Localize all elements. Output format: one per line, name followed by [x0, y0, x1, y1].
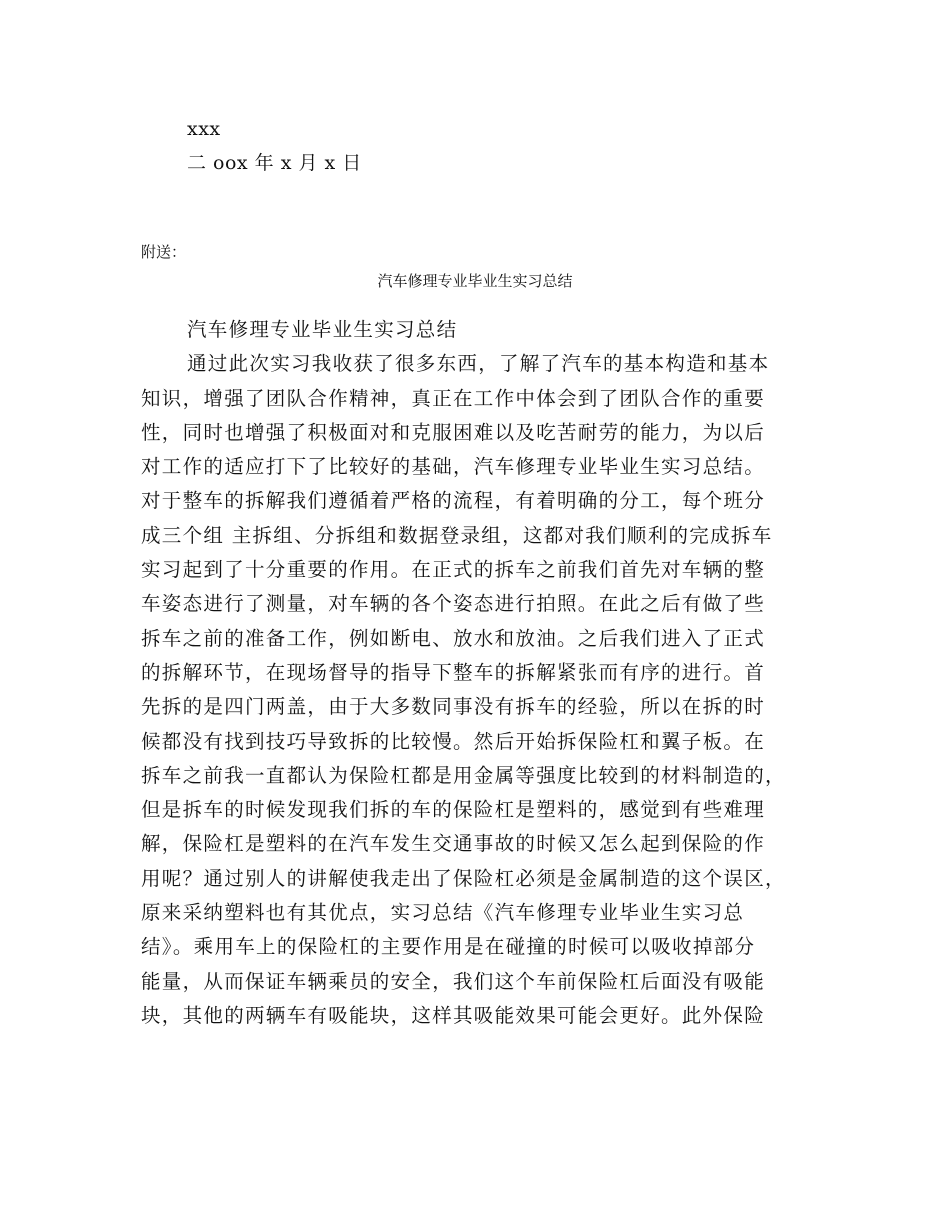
paragraph-line: 的拆解环节，在现场督导的指导下整车的拆解紧张而有序的进行。首 [141, 660, 766, 684]
paragraph-line: 用呢？通过别人的讲解使我走出了保险杠必须是金属制造的这个误区， [141, 866, 786, 890]
paragraph-line: 实习起到了十分重要的作用。在正式的拆车之前我们首先对车辆的整 [141, 558, 766, 582]
paragraph-line: 成三个组 主拆组、分拆组和数据登录组，这都对我们顺利的完成拆车 [141, 523, 773, 547]
paragraph-line: 块，其他的两辆车有吸能块，这样其吸能效果可能会更好。此外保险 [141, 1003, 766, 1027]
article-heading: 汽车修理专业毕业生实习总结 [187, 318, 458, 341]
signature-name: xxx [187, 118, 221, 140]
paragraph-line: 拆车之前的准备工作，例如断电、放水和放油。之后我们进入了正式 [141, 626, 766, 650]
paragraph-line: 对工作的适应打下了比较好的基础，汽车修理专业毕业生实习总结。 [141, 455, 766, 479]
signature-date: 二 oox 年 x 月 x 日 [187, 152, 362, 174]
paragraph-line: 性，同时也增强了积极面对和克服困难以及吃苦耐劳的能力，为以后 [141, 420, 766, 444]
paragraph-line: 但是拆车的时候发现我们拆的车的保险杠是塑料的，感觉到有些难理 [141, 798, 766, 822]
paragraph-line: 对于整车的拆解我们遵循着严格的流程，有着明确的分工，每个班分 [141, 489, 766, 513]
article-body [141, 313, 801, 1033]
paragraph-line: 候都没有找到技巧导致拆的比较慢。然后开始拆保险杠和翼子板。在 [141, 729, 766, 753]
paragraph-line: 能量，从而保证车辆乘员的安全，我们这个车前保险杠后面没有吸能 [141, 969, 766, 993]
paragraph-line: 车姿态进行了测量，对车辆的各个姿态进行拍照。在此之后有做了些 [141, 592, 766, 616]
paragraph-line: 原来采纳塑料也有其优点，实习总结《汽车修理专业毕业生实习总 [141, 901, 745, 925]
paragraph-line: 先拆的是四门两盖，由于大多数同事没有拆车的经验，所以在拆的时 [141, 695, 766, 719]
attachment-label: 附送： [141, 243, 187, 261]
paragraph-line: 知识，增强了团队合作精神，真正在工作中体会到了团队合作的重要 [141, 386, 766, 410]
paragraph-line: 通过此次实习我收获了很多东西，了解了汽车的基本构造和基本 [187, 352, 770, 376]
paragraph-line: 拆车之前我一直都认为保险杠都是用金属等强度比较到的材料制造的， [141, 763, 786, 787]
paragraph-line: 解，保险杠是塑料的在汽车发生交通事故的时候又怎么起到保险的作 [141, 832, 766, 856]
paragraph-line: 结》。乘用车上的保险杠的主要作用是在碰撞的时候可以吸收掉部分 [141, 935, 756, 959]
attachment-title: 汽车修理专业毕业生实习总结 [377, 272, 573, 290]
